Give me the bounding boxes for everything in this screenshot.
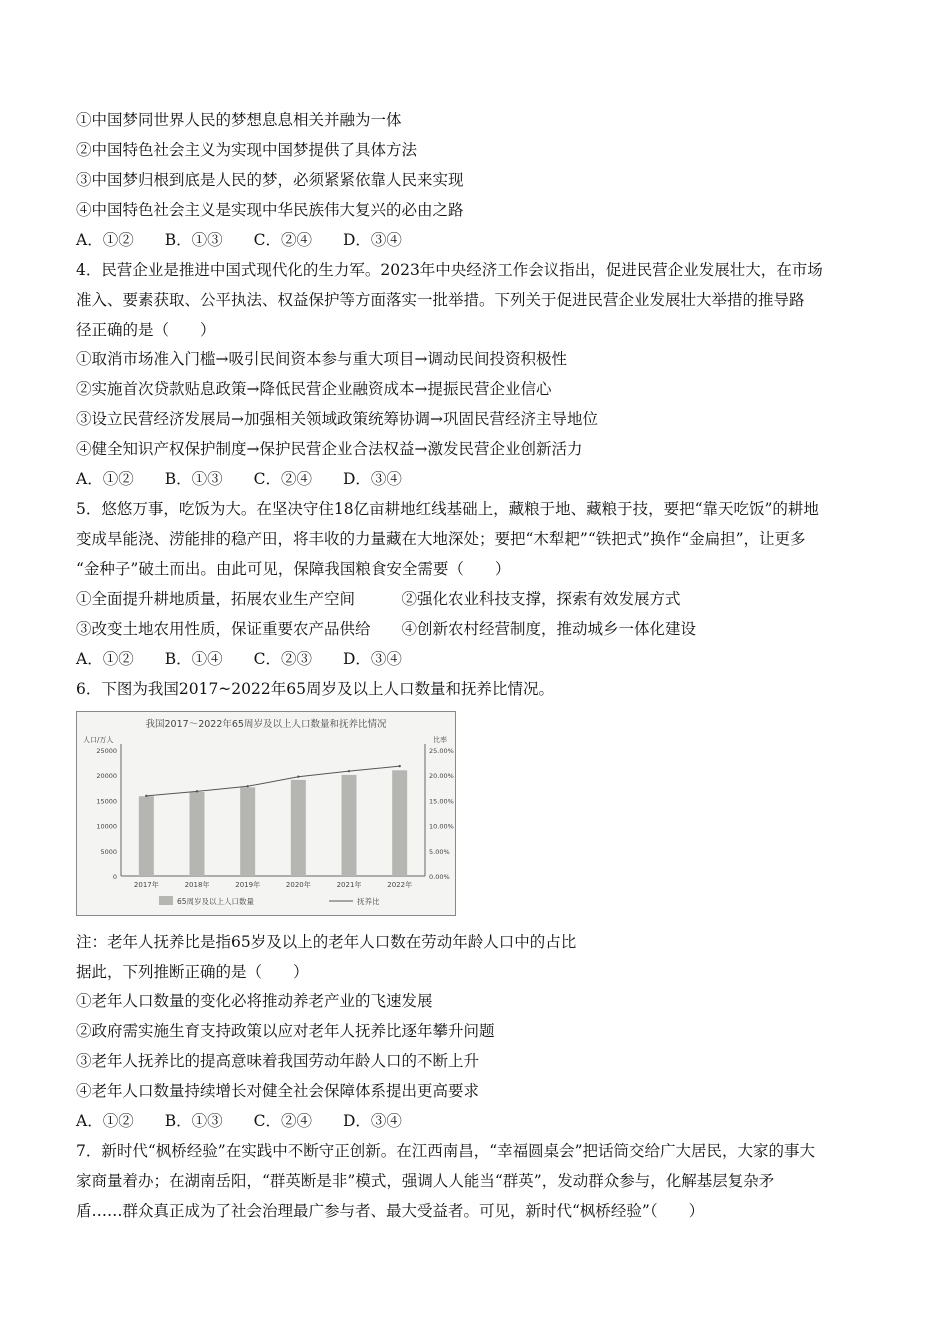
question-6-text: 据此，下列推断正确的是（ ） (76, 963, 309, 981)
y-left-tick-label: 5000 (100, 847, 117, 856)
x-tick-label: 2022年 (387, 881, 413, 889)
question-4-text: 径正确的是（ ） (76, 321, 216, 339)
population-bar (240, 787, 255, 876)
question-4-text: 准入、要素获取、公平执法、权益保护等方面落实一批举措。下列关于促进民营企业发展壮大举措的推导路 (76, 291, 805, 309)
option-line: ③设立民营经济发展局→加强相关领域政策统筹协调→巩固民营经济主导地位 (76, 410, 598, 428)
question-5-text: “金种子”破土而出。由此可见，保障我国粮食安全需要（ ） (76, 560, 511, 578)
question-7-text: 家商量着办；在湖南岳阳，“群英断是非”模式，强调人人能当“群英”，发动群众参与，化解基层复杂矛 (76, 1172, 775, 1190)
option-line: ①全面提升耕地质量，拓展农业生产空间 ②强化农业科技支撑，探索有效发展方式 (76, 590, 681, 608)
chart-svg (77, 712, 455, 915)
option-line: ①中国梦同世界人民的梦想息息相关并融为一体 (76, 111, 402, 129)
question-5-text: 变成旱能浇、涝能排的稳产田，将丰收的力量藏在大地深处；要把“木犁耙”“铁把式”换作“金扁担”，让更多 (76, 530, 806, 548)
option-line: ②政府需实施生育支持政策以应对老年人抚养比逐年攀升问题 (76, 1022, 495, 1040)
x-tick-label: 2017年 (133, 881, 159, 889)
population-bar (139, 796, 154, 876)
question-4-text: 4．民营企业是推进中国式现代化的生力军。2023年中央经济工作会议指出，促进民营企业发展壮大，在市场 (76, 261, 823, 279)
dependency-ratio-point (348, 770, 350, 772)
answer-choices: A．①② B．①③ C．②④ D．③④ (76, 470, 402, 488)
question-7-text: 盾……群众真正成为了社会治理最广参与者、最大受益者。可见，新时代“枫桥经验”（ ） (76, 1202, 705, 1220)
y-left-axis-label: 人口/万人 (83, 736, 114, 744)
option-line: ④老年人口数量持续增长对健全社会保障体系提出更高要求 (76, 1082, 480, 1100)
x-tick-label: 2018年 (184, 881, 210, 889)
dependency-ratio-point (196, 790, 198, 792)
y-right-axis-label: 比率 (433, 736, 447, 744)
option-line: ①老年人口数量的变化必将推动养老产业的飞速发展 (76, 992, 433, 1010)
option-line: ②实施首次贷款贴息政策→降低民营企业融资成本→提振民营企业信心 (76, 380, 552, 398)
population-chart (76, 711, 456, 916)
answer-choices: A．①② B．①④ C．②③ D．③④ (76, 650, 402, 668)
option-line: ①取消市场准入门槛→吸引民间资本参与重大项目→调动民间投资积极性 (76, 350, 567, 368)
option-line: ③老年人抚养比的提高意味着我国劳动年龄人口的不断上升 (76, 1052, 480, 1070)
chart-title: 我国2017～2022年65周岁及以上人口数量和抚养比情况 (145, 719, 387, 730)
population-bar (190, 792, 205, 876)
option-line: ③改变土地农用性质，保证重要农产品供给 ④创新农村经营制度，推动城乡一体化建设 (76, 620, 697, 638)
question-7-text: 7．新时代“枫桥经验”在实践中不断守正创新。在江西南昌，“幸福圆桌会”把话筒交给广大居民，大家的事大 (76, 1142, 816, 1160)
y-right-tick-label: 25.00% (429, 747, 454, 755)
legend-line-label: 抚养比 (357, 897, 380, 906)
y-right-tick-label: 5.00% (429, 847, 450, 856)
answer-choices: A．①② B．①③ C．②④ D．③④ (76, 231, 402, 249)
y-left-tick-label: 25000 (96, 747, 117, 755)
option-line: ④中国特色社会主义是实现中华民族伟大复兴的必由之路 (76, 201, 464, 219)
population-bar (392, 770, 407, 876)
x-tick-label: 2020年 (285, 881, 311, 889)
x-tick-label: 2019年 (235, 881, 261, 889)
dependency-ratio-point (145, 795, 147, 797)
dependency-ratio-point (398, 765, 400, 767)
y-right-tick-label: 15.00% (429, 797, 454, 806)
option-line: ④健全知识产权保护制度→保护民营企业合法权益→激发民营企业创新活力 (76, 440, 583, 458)
y-left-tick-label: 0 (112, 873, 117, 881)
x-tick-label: 2021年 (336, 881, 362, 889)
y-left-tick-label: 15000 (96, 797, 117, 806)
answer-choices: A．①② B．①③ C．②④ D．③④ (76, 1112, 402, 1130)
y-right-tick-label: 20.00% (429, 772, 454, 781)
chart-note: 注：老年人抚养比是指65岁及以上的老年人口数在劳动年龄人口中的占比 (76, 933, 577, 951)
population-bar (291, 780, 306, 876)
question-5-text: 5．悠悠万事，吃饭为大。在坚决守住18亿亩耕地红线基础上，藏粮于地、藏粮于技，要把“靠天吃饭”的耕地 (76, 500, 819, 518)
y-left-tick-label: 20000 (96, 772, 117, 781)
dependency-ratio-point (297, 776, 299, 778)
population-bar (342, 775, 357, 876)
option-line: ②中国特色社会主义为实现中国梦提供了具体方法 (76, 141, 418, 159)
y-right-tick-label: 10.00% (429, 822, 454, 831)
dependency-ratio-line (146, 766, 399, 796)
y-right-tick-label: 0.00% (429, 873, 450, 881)
question-6-text: 6．下图为我国2017~2022年65周岁及以上人口数量和抚养比情况。 (76, 680, 554, 698)
y-left-tick-label: 10000 (96, 822, 117, 831)
dependency-ratio-point (246, 785, 248, 787)
option-line: ③中国梦归根到底是人民的梦，必须紧紧依靠人民来实现 (76, 171, 464, 189)
legend-bar-label: 65周岁及以上人口数量 (177, 897, 255, 906)
legend-bar-swatch (159, 896, 173, 905)
